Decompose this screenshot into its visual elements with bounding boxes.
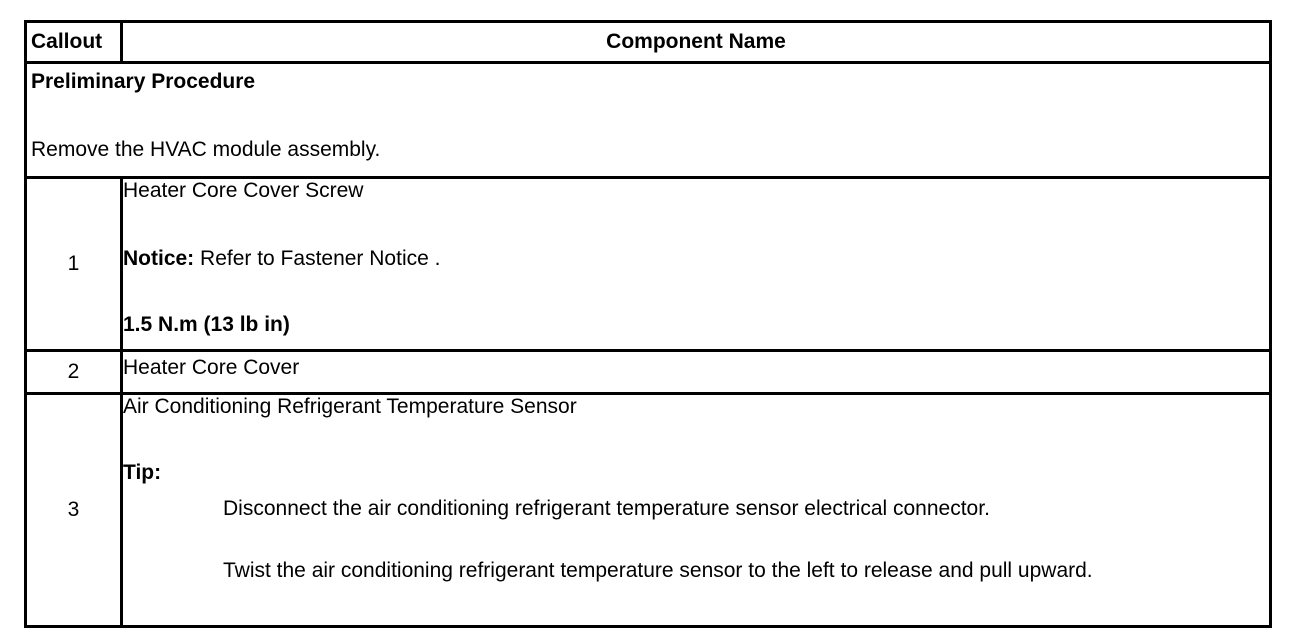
preliminary-step: Remove the HVAC module assembly. <box>31 138 381 161</box>
tip-label: Tip: <box>123 461 162 484</box>
preliminary-row <box>26 63 1271 178</box>
callout-number: 2 <box>26 351 122 394</box>
table-row <box>26 394 1271 627</box>
notice-line <box>123 247 1269 271</box>
component-table <box>24 20 1272 628</box>
table-row <box>26 178 1271 351</box>
table-row <box>26 351 1271 394</box>
tip-item: Disconnect the air conditioning refrigerant temperature sensor electrical connector. <box>223 497 990 520</box>
header-component-name: Component Name <box>122 22 1271 63</box>
tip-item: Twist the air conditioning refrigerant temperature sensor to the left to release and pull upward. <box>223 559 1093 582</box>
notice-label: Notice: <box>123 247 195 270</box>
component-cell <box>122 178 1271 351</box>
notice-text: Refer to Fastener Notice . <box>194 247 441 270</box>
callout-number: 1 <box>26 178 122 351</box>
torque-spec: 1.5 N.m (13 lb in) <box>123 313 290 336</box>
table-header-row <box>26 22 1271 63</box>
component-cell <box>122 394 1271 627</box>
component-cell <box>122 351 1271 394</box>
preliminary-title: Preliminary Procedure <box>31 70 256 93</box>
header-callout: Callout <box>26 22 122 63</box>
component-name: Air Conditioning Refrigerant Temperature Sensor <box>123 395 577 418</box>
preliminary-cell <box>26 63 1271 178</box>
component-name: Heater Core Cover <box>123 356 300 379</box>
component-name: Heater Core Cover Screw <box>123 179 364 202</box>
callout-number: 3 <box>26 394 122 627</box>
